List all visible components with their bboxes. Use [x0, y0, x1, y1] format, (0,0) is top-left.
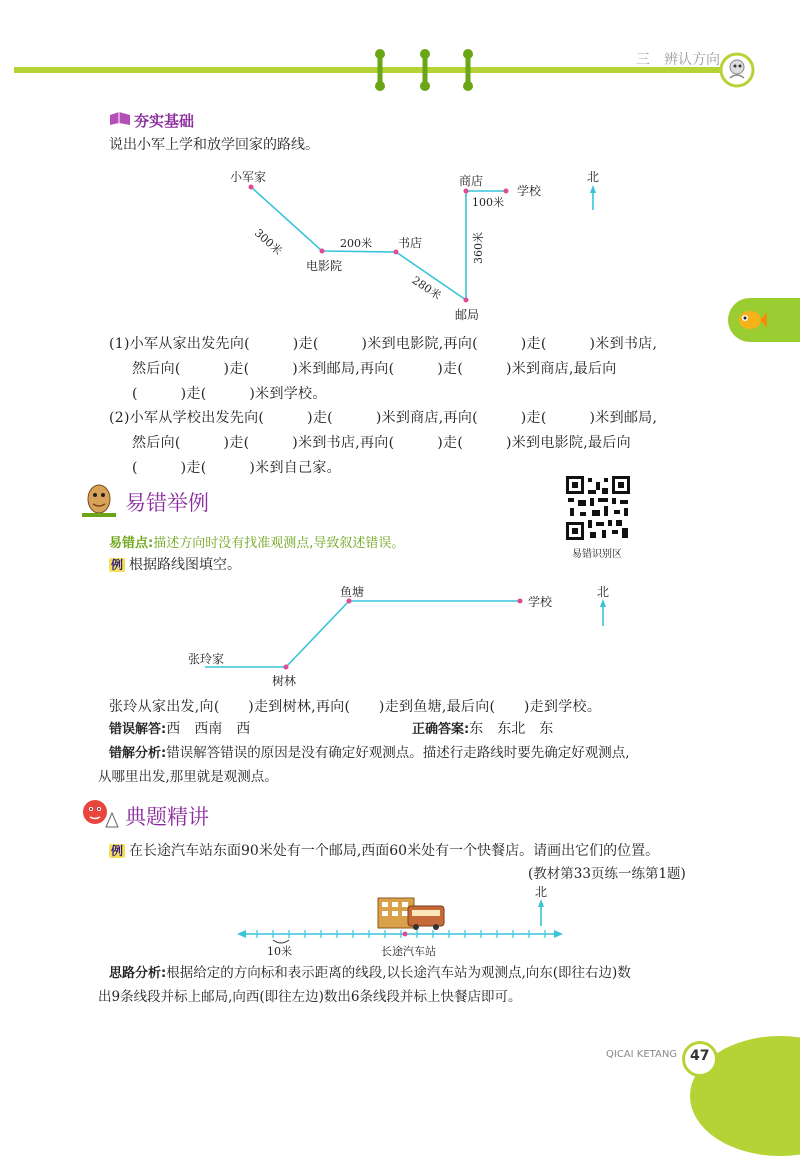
thinking-text-1: 根据给定的方向标和表示距离的线段,以长途汽车站为观测点,向东(即往右边)数	[166, 965, 631, 981]
example-tag: 例	[111, 558, 124, 572]
chapter-number: 三	[636, 52, 650, 68]
thinking-label: 思路分析:	[109, 966, 167, 981]
wrong-answer-label: 错误解答:	[109, 722, 167, 737]
qr-caption: 易错识别区	[572, 549, 622, 560]
dist-shop-school: 100米	[472, 196, 504, 209]
question-2-line2: 然后向( )走( )米到书店,再向( )走( )米到电影院,最后向	[132, 435, 631, 451]
question-2-line3: ( )走( )米到自己家。	[132, 460, 341, 476]
thinking-line1	[109, 965, 631, 982]
label-pond: 鱼塘	[340, 585, 365, 599]
label-cinema: 电影院	[306, 259, 343, 273]
mistake-point-text: 描述方向时没有找准观测点,导致叙述错误。	[153, 536, 405, 551]
typical-source: (教材第33页练一练第1题)	[528, 866, 686, 882]
dist-book-post: 280米	[409, 273, 444, 303]
dist-post-shop: 360米	[472, 232, 485, 264]
label-forest: 树林	[272, 674, 297, 688]
wrong-answer-text: 西 西南 西	[166, 721, 251, 737]
analysis-text-1: 错误解答错误的原因是没有确定好观测点。描述行走路线时要先确定好观测点,	[166, 745, 630, 761]
chapter-title: 辨认方向	[664, 52, 720, 68]
analysis-line2: 从哪里出发,那里就是观测点。	[98, 769, 278, 785]
label-north-2: 北	[597, 585, 610, 599]
north-arrow-icon	[538, 899, 544, 926]
footer-brand: QICAI KETANG	[606, 1049, 678, 1060]
bus-icon	[408, 906, 444, 930]
fill-sentence: 张玲从家出发,向( )走到树林,再向( )走到鱼塘,最后向( )走到学校。	[109, 699, 602, 715]
dist-cinema-book: 200米	[340, 237, 372, 250]
section-heading-mistakes: 易错举例	[125, 491, 209, 515]
scale-label: 10米	[267, 945, 292, 958]
label-bookstore: 书店	[398, 236, 423, 250]
question-1-line2: 然后向( )走( )米到邮局,再向( )走( )米到商店,最后向	[132, 361, 617, 377]
label-school-2: 学校	[528, 595, 553, 609]
section1-prompt: 说出小军上学和放学回家的路线。	[109, 137, 319, 153]
label-north-3: 北	[535, 885, 548, 899]
analysis-label: 错解分析:	[109, 746, 167, 761]
question-2-line1: (2)小军从学校出发先向( )走( )米到商店,再向( )走( )米到邮局,	[109, 410, 658, 426]
station-label: 长途汽车站	[381, 945, 436, 958]
right-answer-text: 东 东北 东	[469, 721, 554, 737]
mistake-point-label: 易错点:	[109, 536, 154, 551]
thinking-line2: 出9条线段并标上邮局,向西(即往左边)数出6条线段并标上快餐店即可。	[98, 989, 522, 1005]
label-north: 北	[587, 170, 600, 184]
page-number: 47	[690, 1048, 710, 1064]
example-tag-2: 例	[111, 844, 124, 858]
label-shop: 商店	[459, 174, 484, 188]
label-home: 小军家	[230, 170, 267, 184]
section-heading-basics: 夯实基础	[134, 112, 195, 130]
label-school: 学校	[517, 184, 542, 198]
question-1-line1: (1)小军从家出发先向( )走( )米到电影院,再向( )走( )米到书店,	[109, 336, 658, 352]
label-post: 邮局	[455, 308, 480, 322]
section-heading-typical: 典题精讲	[125, 805, 209, 829]
typical-example-text: 在长途汽车站东面90米处有一个邮局,西面60米处有一个快餐店。请画出它们的位置。	[129, 843, 660, 859]
label-zhang-home: 张玲家	[188, 652, 225, 666]
question-1-line3: ( )走( )米到学校。	[132, 386, 327, 402]
dist-home-cinema: 300米	[251, 226, 285, 258]
right-answer-label: 正确答案:	[412, 722, 470, 737]
example-text: 根据路线图填空。	[129, 557, 242, 573]
